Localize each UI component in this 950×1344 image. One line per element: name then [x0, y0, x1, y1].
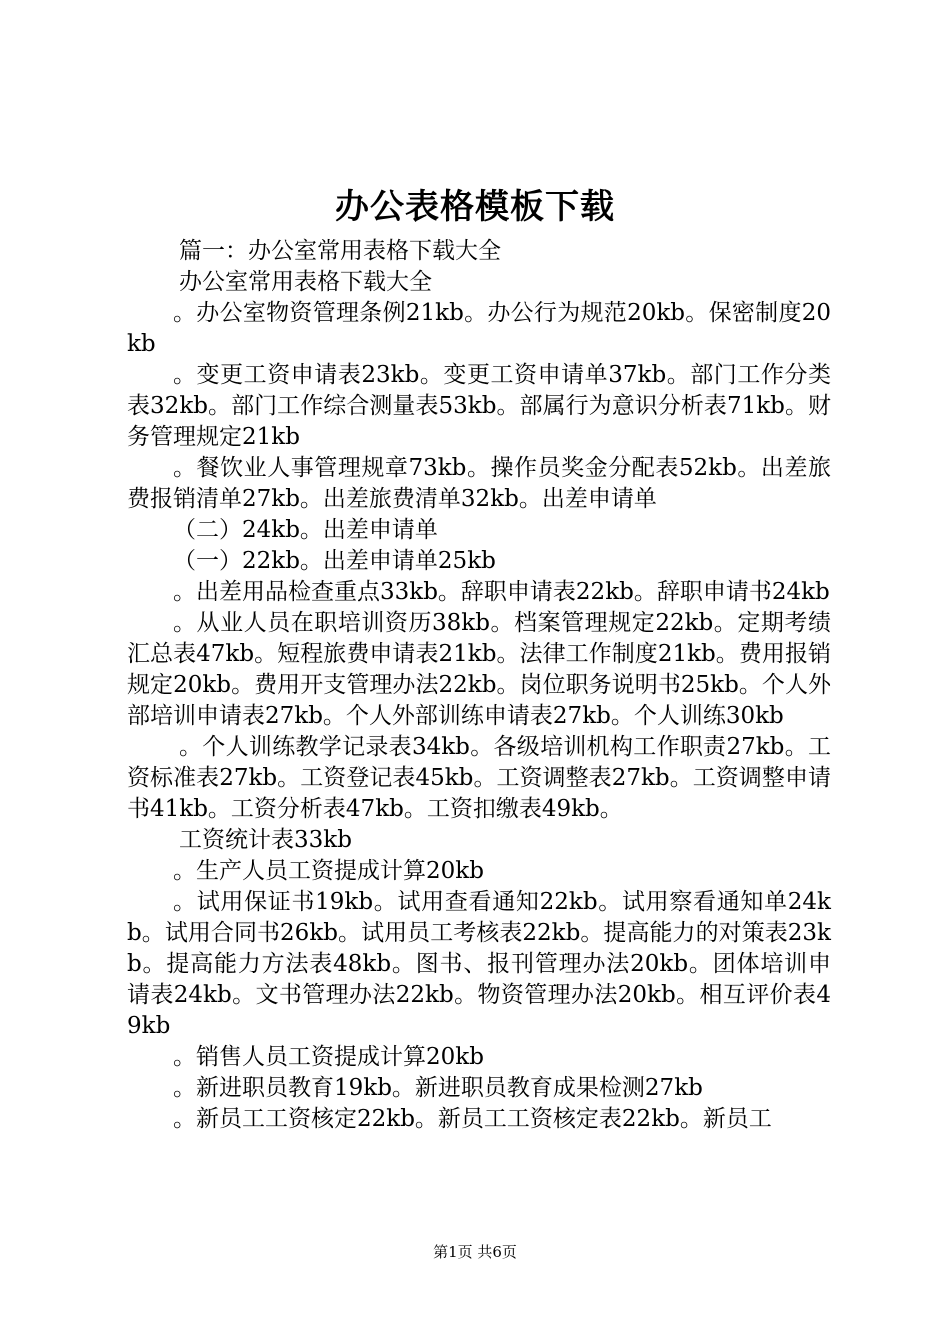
paragraph: 。变更工资申请表23kb。变更工资申请单37kb。部门工作分类表32kb。部门工作综合测量表53kb。部属行为意识分析表71kb。财务管理规定21kb — [127, 362, 831, 450]
paragraph: （二）24kb。出差申请单 — [173, 517, 438, 543]
paragraph: 工资统计表33kb — [179, 827, 352, 853]
paragraph: 。新员工工资核定22kb。新员工工资核定表22kb。新员工 — [173, 1106, 772, 1132]
paragraph: 。餐饮业人事管理规章73kb。操作员奖金分配表52kb。出差旅费报销清单27kb。出差旅费清单32kb。出差申请单 — [127, 455, 831, 512]
paragraph: 办公室常用表格下载大全 — [179, 269, 432, 295]
paragraph: 。出差用品检查重点33kb。辞职申请表22kb。辞职申请书24kb — [173, 579, 830, 605]
paragraph: 。生产人员工资提成计算20kb — [173, 858, 484, 884]
paragraph: 。个人训练教学记录表34kb。各级培训机构工作职责27kb。工资标准表27kb。工资登记表45kb。工资调整表27kb。工资调整申请书41kb。工资分析表47kb。工资扣缴表49kb。 — [127, 734, 831, 822]
document-title: 办公表格模板下载 — [335, 187, 615, 227]
paragraph: 。办公室物资管理条例21kb。办公行为规范20kb。保密制度20kb — [127, 300, 831, 357]
paragraph: 。试用保证书19kb。试用查看通知22kb。试用察看通知单24kb。试用合同书26kb。试用员工考核表22kb。提高能力的对策表23kb。提高能力方法表48kb。图书、报刊管理办法20kb。团体培训申请表24kb。文书管理办法22kb。物资管理办法20kb。相互评价表49kb — [127, 889, 831, 1039]
paragraph: 。新进职员教育19kb。新进职员教育成果检测27kb — [173, 1075, 703, 1101]
paragraph: 篇一：办公室常用表格下载大全 — [179, 238, 501, 264]
paragraph: 。从业人员在职培训资历38kb。档案管理规定22kb。定期考绩汇总表47kb。短程旅费申请表21kb。法律工作制度21kb。费用报销规定20kb。费用开支管理办法22kb。岗位职务说明书25kb。个人外部培训申请表27kb。个人外部训练申请表27kb。个人训练30kb — [127, 610, 831, 729]
paragraph: 。销售人员工资提成计算20kb — [173, 1044, 484, 1070]
document-body — [127, 236, 831, 1135]
page-footer: 第1页 共6页 — [433, 1243, 517, 1261]
paragraph: （一）22kb。出差申请单25kb — [173, 548, 496, 574]
